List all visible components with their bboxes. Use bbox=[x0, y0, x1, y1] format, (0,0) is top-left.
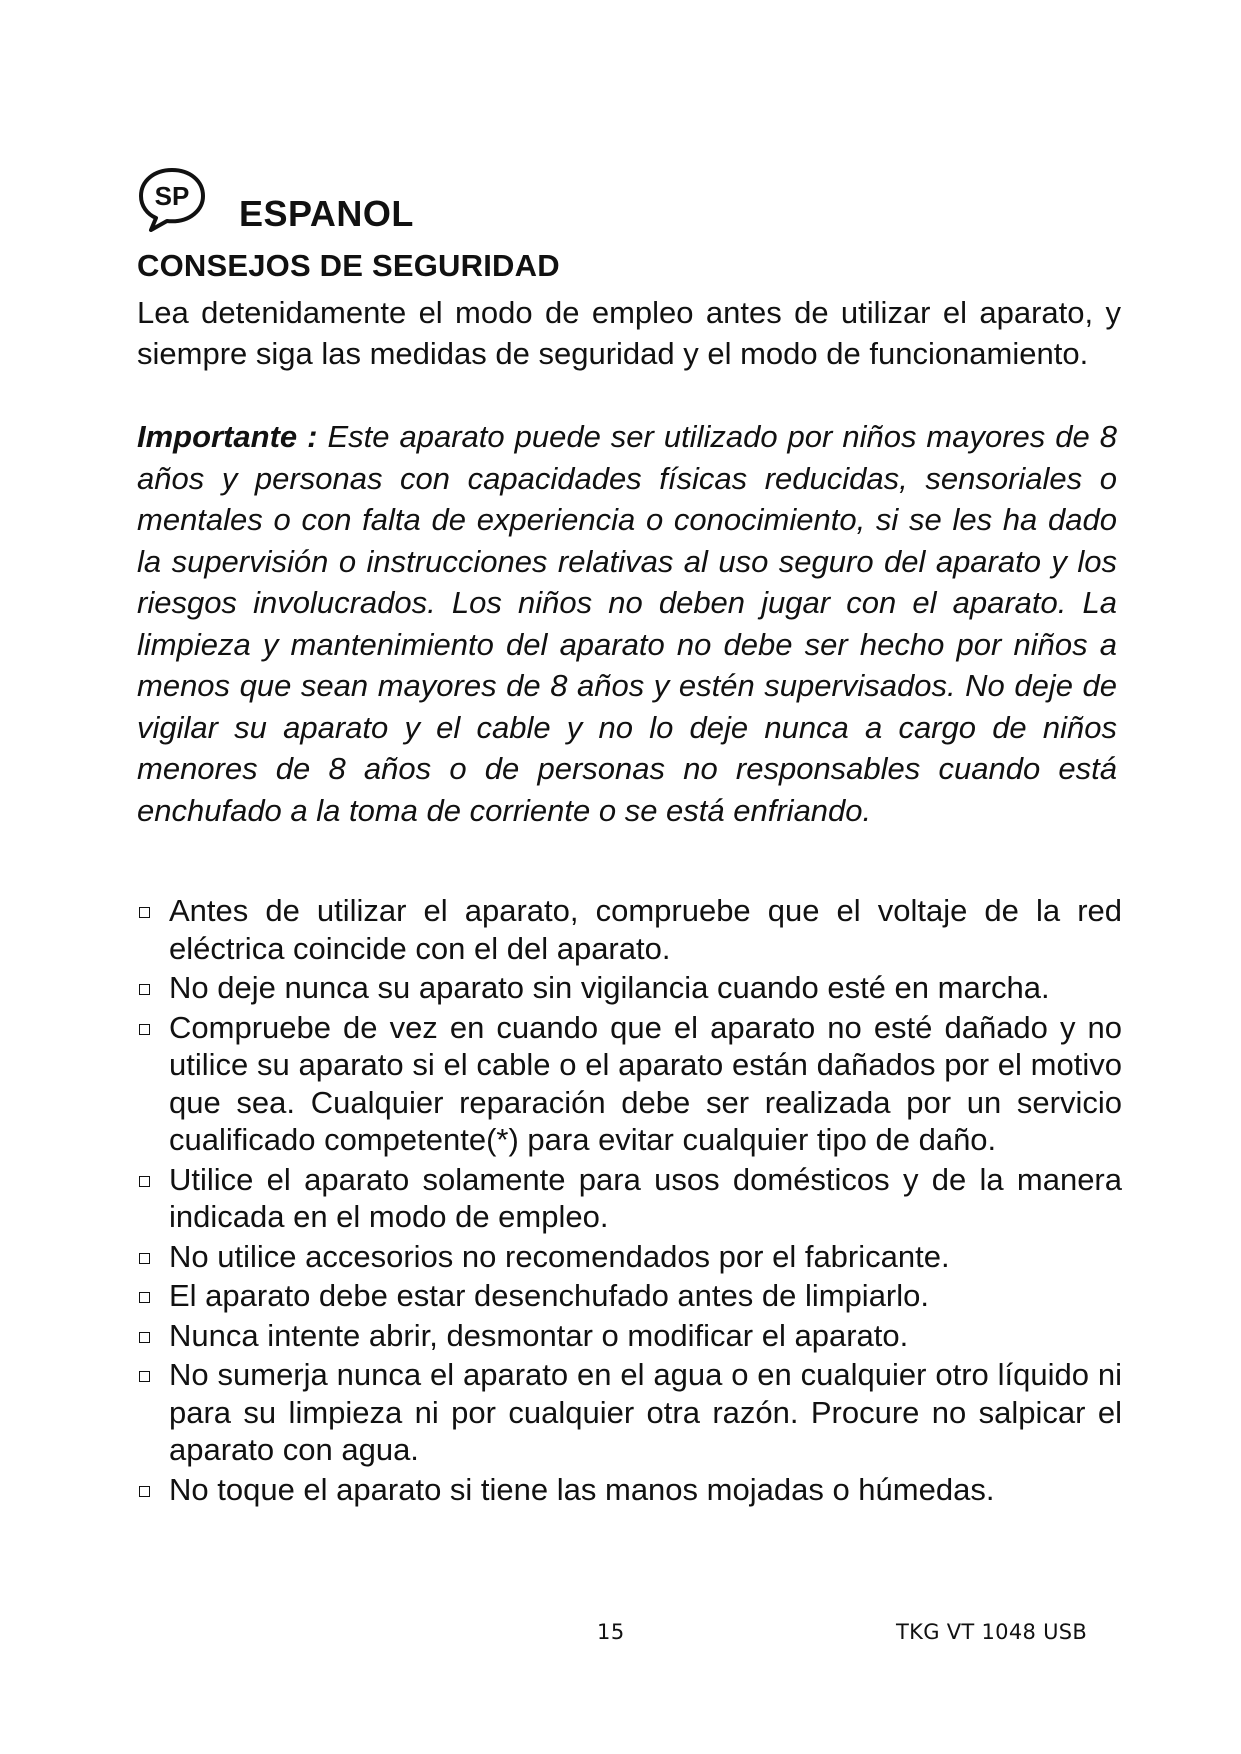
language-title: ESPANOL bbox=[239, 193, 414, 234]
language-header bbox=[136, 166, 936, 236]
checkbox-bullet-icon bbox=[139, 1332, 150, 1343]
checkbox-bullet-icon bbox=[139, 1176, 150, 1187]
safety-bullet-list bbox=[137, 892, 1122, 1510]
section-title: CONSEJOS DE SEGURIDAD bbox=[137, 248, 560, 283]
bullet-text: No utilice accesorios no recomendados por el fabricante. bbox=[169, 1238, 950, 1274]
checkbox-bullet-icon bbox=[139, 1253, 150, 1264]
checkbox-bullet-icon bbox=[139, 1486, 150, 1497]
bullet-text: Antes de utilizar el aparato, compruebe que el voltaje de la red eléctrica coincide con el del aparato. bbox=[169, 893, 1122, 966]
bullet-item bbox=[137, 892, 1122, 967]
checkbox-bullet-icon bbox=[139, 907, 150, 918]
bullet-text: Compruebe de vez en cuando que el aparato no esté dañado y no utilice su aparato si el cable o el aparato están dañados por el motivo que sea. Cualquier reparación debe ser realizada por un servicio cualificado competente(*) para evitar cualquier tipo de daño. bbox=[169, 1009, 1122, 1157]
important-label: Importante : bbox=[137, 419, 318, 454]
checkbox-bullet-icon bbox=[139, 1024, 150, 1035]
bullet-text: No toque el aparato si tiene las manos mojadas o húmedas. bbox=[169, 1471, 995, 1507]
bullet-item bbox=[137, 1317, 1122, 1355]
bullet-item bbox=[137, 1471, 1122, 1509]
checkbox-bullet-icon bbox=[139, 1292, 150, 1303]
bullet-item bbox=[137, 1277, 1122, 1315]
model-number: TKG VT 1048 USB bbox=[896, 1620, 1088, 1644]
bullet-text: Nunca intente abrir, desmontar o modificar el aparato. bbox=[169, 1317, 909, 1353]
bullet-item bbox=[137, 1161, 1122, 1236]
bullet-text: No deje nunca su aparato sin vigilancia cuando esté en marcha. bbox=[169, 970, 1050, 1005]
bullet-item bbox=[137, 1356, 1122, 1469]
page-number: 15 bbox=[597, 1620, 625, 1644]
language-code: SP bbox=[154, 181, 190, 211]
bullet-item bbox=[137, 969, 1122, 1007]
bullet-text: No sumerja nunca el aparato en el agua o en cualquier otro líquido ni para su limpieza ni por cualquier otra razón. Procure no salpicar el aparato con agua. bbox=[169, 1357, 1122, 1467]
bullet-item bbox=[137, 1238, 1122, 1276]
bullet-text: Utilice el aparato solamente para usos domésticos y de la manera indicada en el modo de empleo. bbox=[169, 1161, 1122, 1234]
bullet-item bbox=[137, 1009, 1122, 1159]
intro-paragraph: Lea detenidamente el modo de empleo antes de utilizar el aparato, y siempre siga las medidas de seguridad y el modo de funcionamiento. bbox=[137, 295, 1121, 371]
checkbox-bullet-icon bbox=[139, 1371, 150, 1382]
speech-bubble-icon bbox=[136, 166, 208, 234]
bullet-text: El aparato debe estar desenchufado antes de limpiarlo. bbox=[169, 1278, 929, 1313]
checkbox-bullet-icon bbox=[139, 984, 150, 995]
important-text: Este aparato puede ser utilizado por niños mayores de 8 años y personas con capacidades físicas reducidas, sensoriales o mentales o con falta de experiencia o conocimiento, si se les ha dado la supervisión o instrucciones relativas al uso seguro del aparato y los riesgos involucrados. Los niños no deben jugar con el aparato. La limpieza y mantenimiento del aparato no debe ser hecho por niños a menos que sean mayores de 8 años y estén supervisados. No deje de vigilar su aparato y el cable y no lo deje nunca a cargo de niños menores de 8 años o de personas no responsables cuando está enchufado a la toma de corriente o se está enfriando. bbox=[137, 419, 1117, 828]
important-paragraph bbox=[137, 416, 1117, 831]
